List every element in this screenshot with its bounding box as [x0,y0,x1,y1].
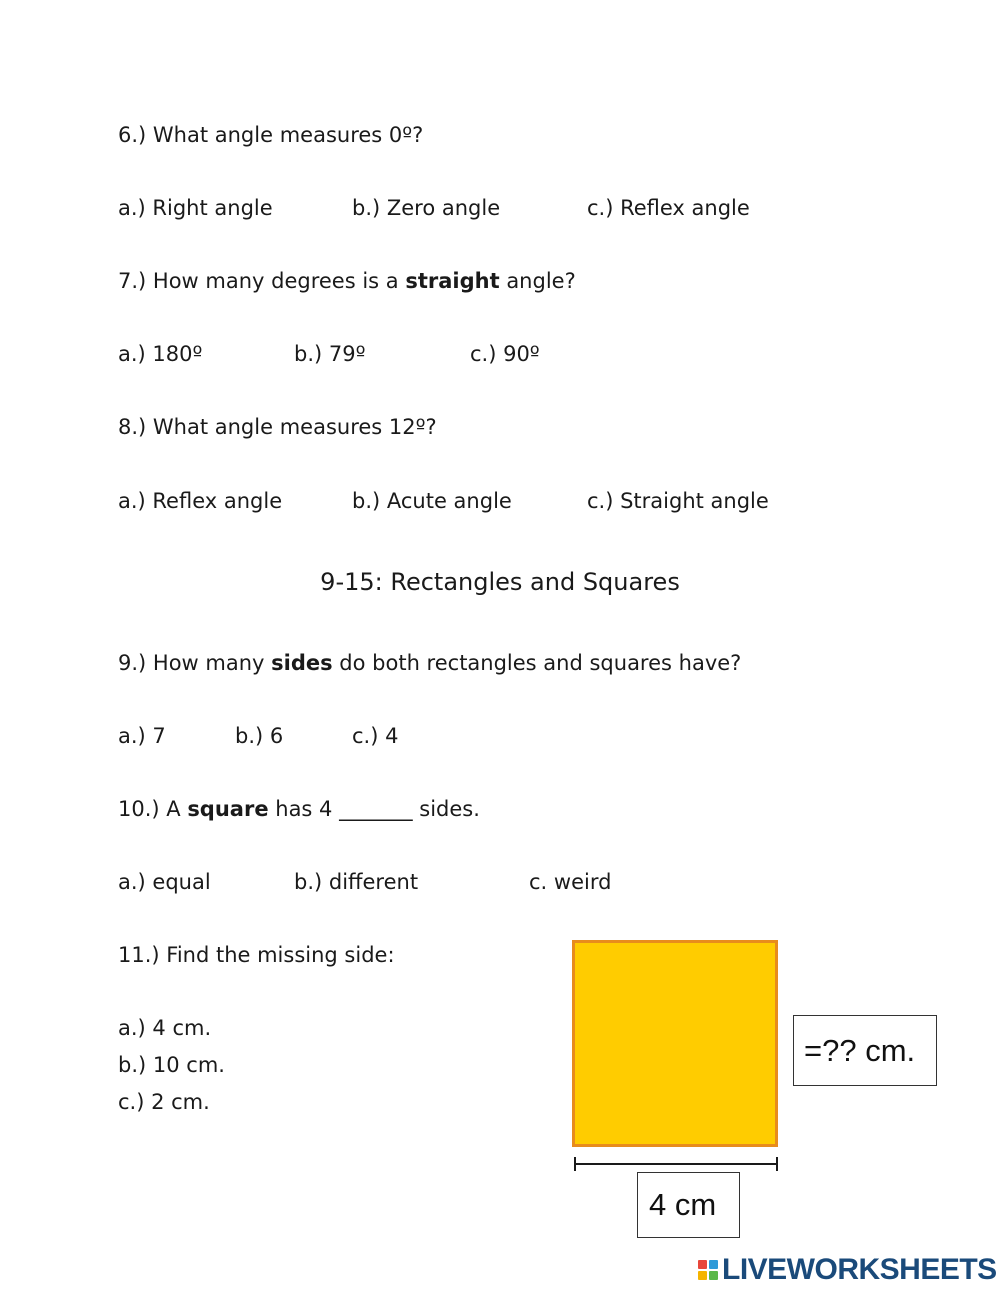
q11-option-a[interactable]: a.) 4 cm. [118,1016,212,1040]
missing-side-label: =?? cm. [793,1015,937,1086]
q6-option-a[interactable]: a.) Right angle [118,196,273,220]
q9-option-b[interactable]: b.) 6 [235,724,284,748]
q10-option-c[interactable]: c. weird [529,870,612,894]
q7-option-a[interactable]: a.) 180º [118,342,203,366]
q6-option-c[interactable]: c.) Reflex angle [587,196,750,220]
q9-emphasis: sides [271,651,333,675]
q8-option-b[interactable]: b.) Acute angle [352,489,512,513]
q9-option-a[interactable]: a.) 7 [118,724,166,748]
q8-option-a[interactable]: a.) Reflex angle [118,489,283,513]
q11-option-b[interactable]: b.) 10 cm. [118,1053,225,1077]
yellow-square [572,940,778,1147]
q11-option-c[interactable]: c.) 2 cm. [118,1090,210,1114]
logo-block-green [709,1271,718,1280]
q10-option-a[interactable]: a.) equal [118,870,211,894]
q10-emphasis: square [187,797,269,821]
dimension-tick-right [776,1157,778,1171]
logo-block-blue [709,1260,718,1269]
q6-option-b[interactable]: b.) Zero angle [352,196,501,220]
q7-option-c[interactable]: c.) 90º [470,342,540,366]
q9-option-c[interactable]: c.) 4 [352,724,399,748]
q7-option-b[interactable]: b.) 79º [294,342,366,366]
liveworksheets-logo [698,1255,997,1285]
question-9: 9.) How many sides do both rectangles and squares have? [118,651,742,675]
bottom-side-label: 4 cm [637,1172,740,1238]
dimension-tick-left [574,1157,576,1171]
question-11: 11.) Find the missing side: [118,943,395,967]
q7-emphasis: straight [405,269,500,293]
question-8: 8.) What angle measures 12º? [118,415,437,439]
q8-option-c[interactable]: c.) Straight angle [587,489,769,513]
question-7: 7.) How many degrees is a straight angle? [118,269,576,293]
question-6: 6.) What angle measures 0º? [118,123,424,147]
section-heading: 9-15: Rectangles and Squares [320,568,680,596]
logo-block-red [698,1260,707,1269]
question-10: 10.) A square has 4 _______ sides. [118,797,480,821]
logo-text: LIVEWORKSHEETS [722,1253,997,1286]
dimension-line [575,1163,778,1165]
logo-block-yellow [698,1271,707,1280]
q10-option-b[interactable]: b.) different [294,870,419,894]
liveworksheets-blocks-icon [698,1260,718,1280]
